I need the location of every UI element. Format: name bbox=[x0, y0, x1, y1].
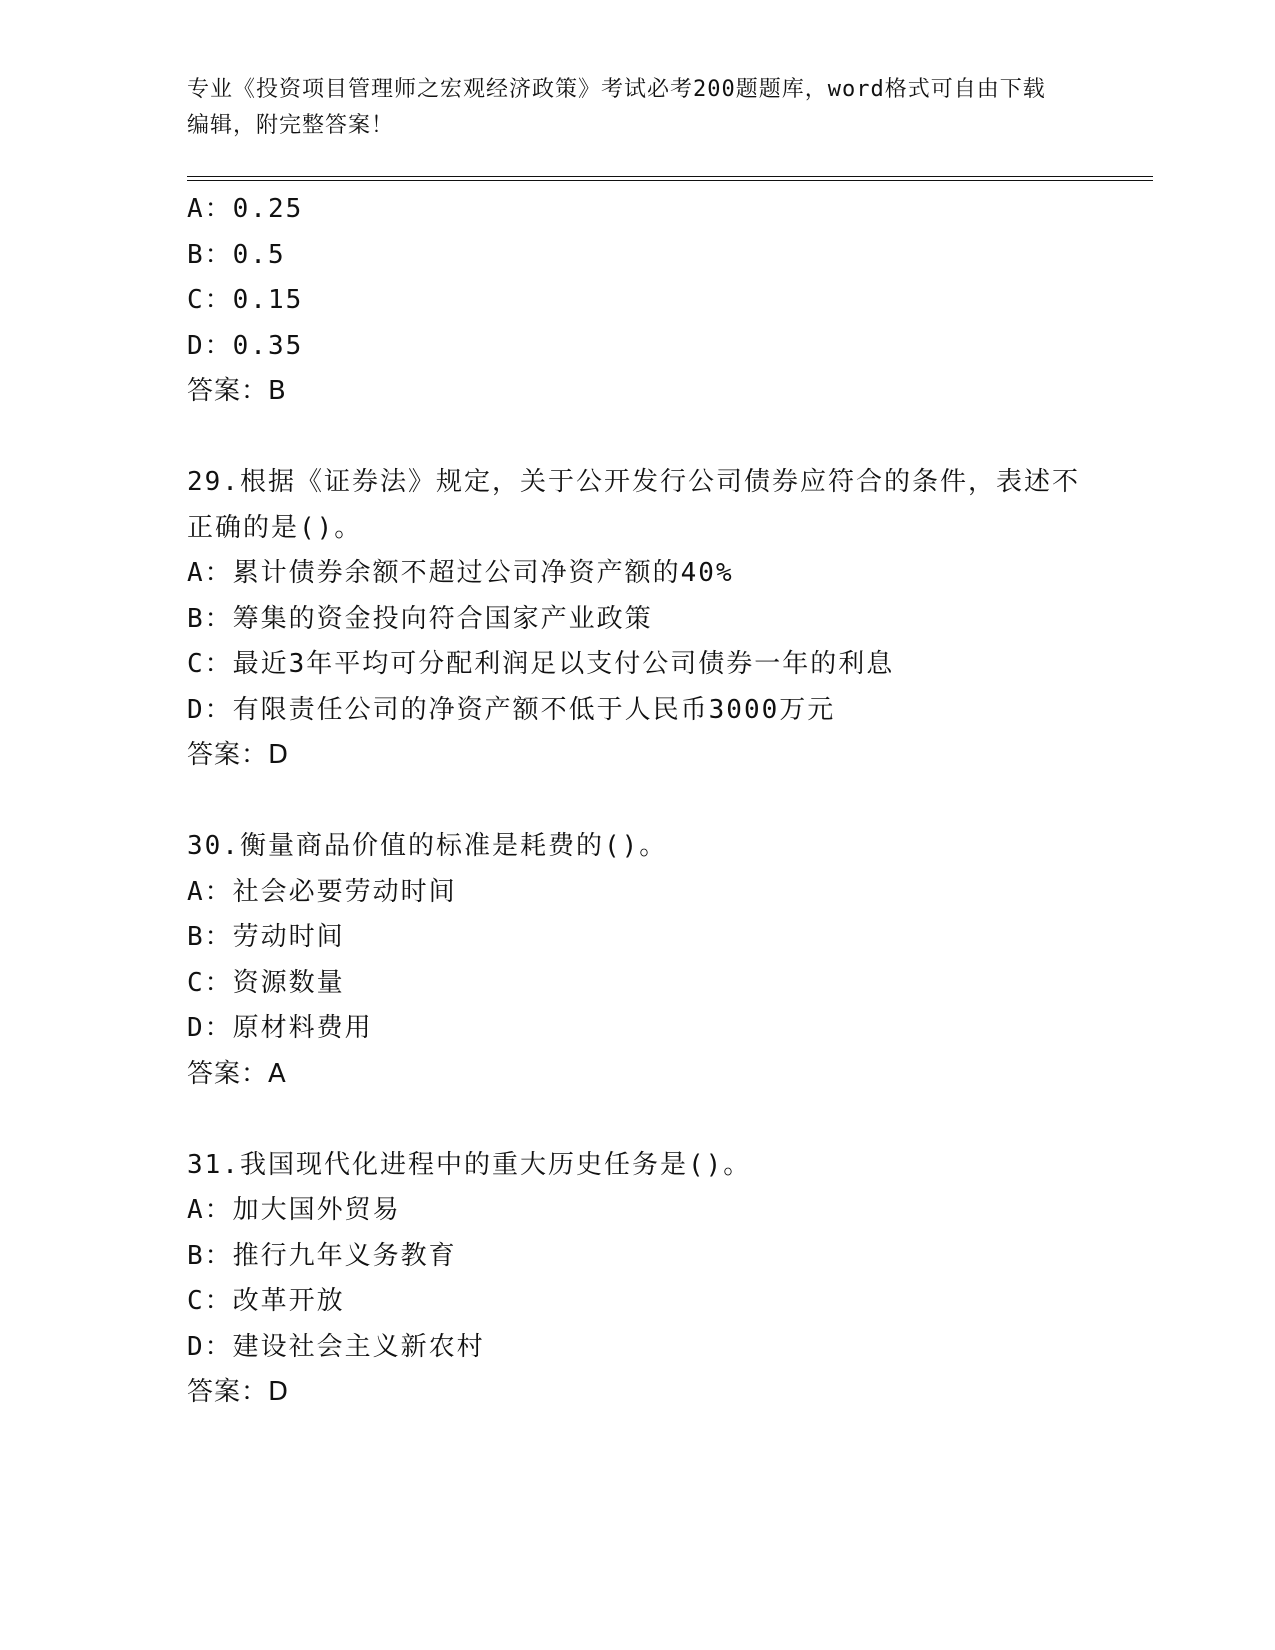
option-a bbox=[187, 870, 1087, 916]
option-label: C： bbox=[187, 967, 233, 998]
spacer bbox=[187, 1097, 1087, 1143]
option-label: D： bbox=[187, 1013, 233, 1043]
option-b bbox=[187, 233, 1087, 279]
option-label: D： bbox=[187, 694, 233, 725]
option-text: 社会必要劳动时间 bbox=[232, 876, 457, 907]
option-label: A： bbox=[187, 194, 233, 224]
option-label: B： bbox=[187, 922, 233, 952]
question-31 bbox=[187, 1143, 1087, 1416]
option-label: B： bbox=[187, 1240, 233, 1271]
option-label: C： bbox=[187, 1286, 233, 1316]
option-text: 原材料费用 bbox=[232, 1013, 373, 1043]
option-b bbox=[187, 597, 1087, 643]
header-divider-bottom bbox=[187, 180, 1153, 181]
option-label: B： bbox=[187, 603, 233, 634]
option-text: 有限责任公司的净资产额不低于人民币3000万元 bbox=[232, 694, 836, 725]
option-b bbox=[187, 1234, 1087, 1280]
option-c bbox=[187, 278, 1087, 324]
answer-line: 答案：A bbox=[187, 1058, 287, 1089]
option-c bbox=[187, 642, 1087, 688]
option-label: A： bbox=[187, 876, 233, 907]
answer-line: 答案：D bbox=[187, 740, 290, 770]
option-label: C： bbox=[187, 285, 233, 315]
answer-line: 答案：D bbox=[187, 1377, 290, 1407]
option-d bbox=[187, 688, 1087, 734]
question-partial bbox=[187, 187, 1087, 415]
option-text: 建设社会主义新农村 bbox=[232, 1331, 485, 1362]
option-label: C： bbox=[187, 649, 233, 679]
option-label: B： bbox=[187, 239, 233, 270]
header-divider-top bbox=[187, 176, 1153, 177]
question-text: 31.我国现代化进程中的重大历史任务是()。 bbox=[187, 1149, 752, 1180]
spacer bbox=[187, 415, 1087, 461]
spacer bbox=[187, 779, 1087, 825]
option-text: 推行九年义务教育 bbox=[232, 1240, 457, 1271]
option-text: 筹集的资金投向符合国家产业政策 bbox=[232, 603, 653, 634]
option-d bbox=[187, 1006, 1087, 1052]
document-header: 专业《投资项目管理师之宏观经济政策》考试必考200题题库，word格式可自由下载编辑，附完整答案！ bbox=[187, 77, 1046, 138]
question-list bbox=[187, 187, 1087, 1416]
option-d bbox=[187, 1325, 1087, 1371]
option-label: D： bbox=[187, 1331, 233, 1362]
option-label: A： bbox=[187, 558, 233, 588]
option-text: 资源数量 bbox=[232, 967, 345, 998]
option-text: 0.5 bbox=[232, 239, 286, 270]
option-text: 最近3年平均可分配利润足以支付公司债券一年的利息 bbox=[232, 649, 895, 679]
question-text: 30.衡量商品价值的标准是耗费的()。 bbox=[187, 831, 668, 861]
option-a bbox=[187, 551, 1087, 597]
option-text: 累计债券余额不超过公司净资产额的40% bbox=[232, 558, 734, 588]
question-29 bbox=[187, 460, 1087, 779]
option-d bbox=[187, 324, 1087, 370]
question-text: 29.根据《证券法》规定，关于公开发行公司债券应符合的条件，表述不正确的是()。 bbox=[187, 467, 1080, 543]
option-label: A： bbox=[187, 1195, 233, 1225]
answer-line: 答案：B bbox=[187, 376, 287, 406]
option-text: 劳动时间 bbox=[232, 922, 345, 952]
option-c bbox=[187, 1279, 1087, 1325]
option-b bbox=[187, 915, 1087, 961]
option-text: 加大国外贸易 bbox=[232, 1195, 401, 1225]
option-text: 改革开放 bbox=[232, 1286, 345, 1316]
option-text: 0.35 bbox=[232, 330, 304, 361]
option-a bbox=[187, 1188, 1087, 1234]
option-label: D： bbox=[187, 330, 233, 361]
option-text: 0.15 bbox=[232, 285, 304, 315]
option-a bbox=[187, 187, 1087, 233]
option-c bbox=[187, 961, 1087, 1007]
question-30 bbox=[187, 824, 1087, 1097]
option-text: 0.25 bbox=[232, 194, 304, 224]
